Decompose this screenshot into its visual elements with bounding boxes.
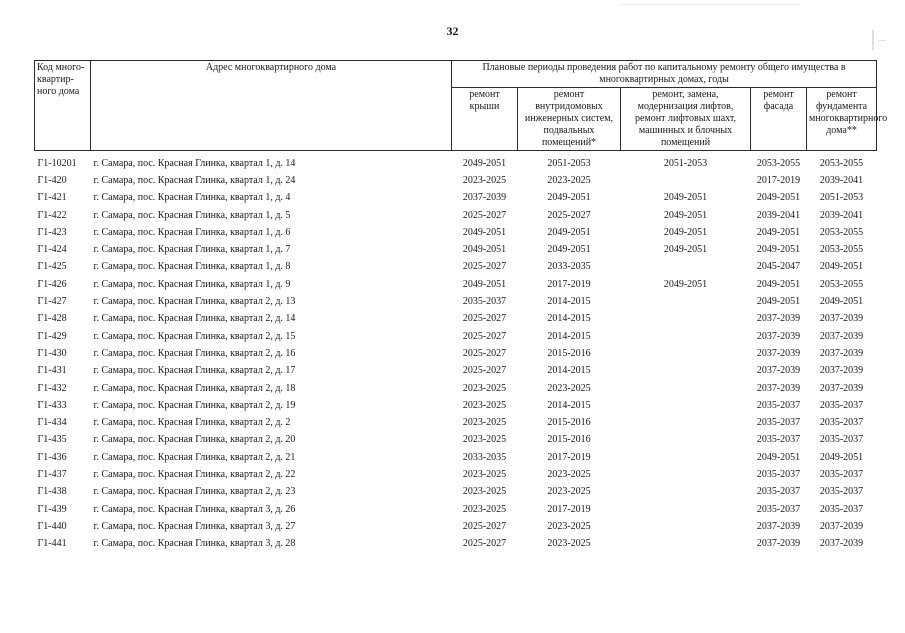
cell-elevator bbox=[621, 536, 751, 553]
cell-facade: 2049-2051 bbox=[756, 244, 801, 256]
cell-address: г. Самара, пос. Красная Глинка, квартал 2, д. 15 bbox=[93, 330, 296, 342]
cell-roof: 2025-2027 bbox=[462, 538, 507, 550]
cell-code: Г1-429 bbox=[37, 330, 67, 342]
header-code: Код много-квартир-ного дома bbox=[35, 61, 91, 151]
table-row bbox=[35, 363, 877, 380]
cell-code: Г1-436 bbox=[37, 451, 67, 463]
cell-facade: 2037-2039 bbox=[756, 382, 801, 394]
cell-elevator bbox=[621, 397, 751, 414]
cell-roof: 2025-2027 bbox=[462, 261, 507, 273]
cell-facade: 2053-2055 bbox=[756, 157, 801, 169]
cell-code: Г1-441 bbox=[37, 538, 67, 550]
cell-elevator bbox=[621, 484, 751, 501]
cell-address: г. Самара, пос. Красная Глинка, квартал 2, д. 17 bbox=[93, 365, 296, 377]
cell-internal-systems: 2017-2019 bbox=[547, 503, 591, 515]
table-row bbox=[35, 432, 877, 449]
table-row bbox=[35, 328, 877, 345]
table-row bbox=[35, 241, 877, 258]
cell-address: г. Самара, пос. Красная Глинка, квартал 2, д. 23 bbox=[93, 486, 296, 498]
cell-code: Г1-431 bbox=[37, 365, 67, 377]
cell-address: г. Самара, пос. Красная Глинка, квартал 3, д. 27 bbox=[93, 520, 296, 532]
cell-internal-systems: 2023-2025 bbox=[547, 174, 591, 186]
cell-address: г. Самара, пос. Красная Глинка, квартал 1, д. 4 bbox=[93, 192, 291, 204]
cell-code: Г1-422 bbox=[37, 209, 67, 221]
cell-elevator bbox=[621, 414, 751, 431]
cell-roof: 2025-2027 bbox=[462, 313, 507, 325]
cell-address: г. Самара, пос. Красная Глинка, квартал 1, д. 6 bbox=[93, 226, 291, 238]
cell-foundation: 2049-2051 bbox=[819, 451, 864, 463]
header-facade: ремонт фасада bbox=[751, 88, 807, 151]
cell-code: Г1-427 bbox=[37, 296, 67, 308]
cell-address: г. Самара, пос. Красная Глинка, квартал 2, д. 22 bbox=[93, 468, 296, 480]
header-internal-systems: ремонт внутридомовых инженерных систем, подвальных помещений* bbox=[518, 88, 621, 151]
cell-address: г. Самара, пос. Красная Глинка, квартал 2, д. 13 bbox=[93, 296, 296, 308]
scan-speck bbox=[878, 40, 886, 41]
capital-repair-table bbox=[34, 60, 888, 553]
table-row bbox=[35, 466, 877, 483]
cell-internal-systems: 2049-2051 bbox=[547, 226, 591, 238]
cell-roof: 2025-2027 bbox=[462, 520, 507, 532]
cell-code: Г1-425 bbox=[37, 261, 67, 273]
cell-foundation: 2037-2039 bbox=[819, 313, 864, 325]
table-row bbox=[35, 207, 877, 224]
page-number: 32 bbox=[446, 24, 459, 38]
cell-roof: 2023-2025 bbox=[462, 174, 507, 186]
cell-code: Г1-439 bbox=[37, 503, 67, 515]
cell-address: г. Самара, пос. Красная Глинка, квартал 1, д. 5 bbox=[93, 209, 291, 221]
cell-internal-systems: 2015-2016 bbox=[547, 434, 591, 446]
cell-facade: 2045-2047 bbox=[756, 261, 801, 273]
table-row bbox=[35, 293, 877, 310]
cell-elevator: 2051-2053 bbox=[663, 157, 708, 169]
cell-elevator bbox=[621, 311, 751, 328]
cell-facade: 2035-2037 bbox=[756, 399, 801, 411]
cell-facade: 2049-2051 bbox=[756, 278, 801, 290]
cell-internal-systems: 2023-2025 bbox=[547, 382, 591, 394]
cell-facade: 2049-2051 bbox=[756, 296, 801, 308]
cell-address: г. Самара, пос. Красная Глинка, квартал 2, д. 21 bbox=[93, 451, 296, 463]
table-row bbox=[35, 345, 877, 362]
cell-internal-systems: 2023-2025 bbox=[547, 520, 591, 532]
cell-facade: 2049-2051 bbox=[756, 192, 801, 204]
cell-foundation: 2049-2051 bbox=[819, 296, 864, 308]
cell-internal-systems: 2025-2027 bbox=[547, 209, 591, 221]
cell-address: г. Самара, пос. Красная Глинка, квартал 2, д. 14 bbox=[93, 313, 296, 325]
cell-internal-systems: 2033-2035 bbox=[547, 261, 591, 273]
cell-address: г. Самара, пос. Красная Глинка, квартал 1, д. 24 bbox=[93, 174, 296, 186]
cell-elevator bbox=[621, 328, 751, 345]
cell-internal-systems: 2015-2016 bbox=[547, 417, 591, 429]
cell-code: Г1-424 bbox=[37, 244, 67, 256]
cell-foundation: 2037-2039 bbox=[819, 330, 864, 342]
cell-facade: 2049-2051 bbox=[756, 226, 801, 238]
cell-elevator bbox=[621, 518, 751, 535]
cell-code: Г1-432 bbox=[37, 382, 67, 394]
table-row bbox=[35, 151, 877, 173]
cell-foundation: 2035-2037 bbox=[819, 417, 864, 429]
cell-foundation: 2039-2041 bbox=[819, 174, 864, 186]
cell-foundation: 2037-2039 bbox=[819, 382, 864, 394]
cell-elevator bbox=[621, 501, 751, 518]
cell-roof: 2025-2027 bbox=[462, 365, 507, 377]
cell-foundation: 2037-2039 bbox=[819, 365, 864, 377]
table-row bbox=[35, 484, 877, 501]
cell-elevator bbox=[621, 259, 751, 276]
cell-facade: 2017-2019 bbox=[756, 174, 801, 186]
cell-internal-systems: 2017-2019 bbox=[547, 278, 591, 290]
cell-facade: 2039-2041 bbox=[756, 209, 801, 221]
cell-foundation: 2049-2051 bbox=[819, 261, 864, 273]
table-row bbox=[35, 536, 877, 553]
cell-elevator bbox=[621, 293, 751, 310]
cell-facade: 2035-2037 bbox=[756, 486, 801, 498]
cell-foundation: 2053-2055 bbox=[819, 157, 864, 169]
cell-elevator: 2049-2051 bbox=[663, 244, 708, 256]
cell-internal-systems: 2023-2025 bbox=[547, 468, 591, 480]
header-elevator: ремонт, замена, модернизация лифтов, ремонт лифтовых шахт, машинных и блочных помещений bbox=[621, 88, 751, 151]
cell-address: г. Самара, пос. Красная Глинка, квартал 1, д. 14 bbox=[93, 157, 296, 169]
cell-internal-systems: 2023-2025 bbox=[547, 538, 591, 550]
cell-foundation: 2037-2039 bbox=[819, 520, 864, 532]
cell-address: г. Самара, пос. Красная Глинка, квартал 1, д. 7 bbox=[93, 244, 291, 256]
cell-code: Г1-438 bbox=[37, 486, 67, 498]
table-header bbox=[35, 61, 888, 151]
cell-roof: 2025-2027 bbox=[462, 209, 507, 221]
table-row bbox=[35, 276, 877, 293]
cell-internal-systems: 2014-2015 bbox=[547, 313, 591, 325]
cell-elevator bbox=[621, 363, 751, 380]
header-address: Адрес многоквартирного дома bbox=[91, 61, 452, 151]
cell-foundation: 2037-2039 bbox=[819, 347, 864, 359]
cell-facade: 2037-2039 bbox=[756, 347, 801, 359]
cell-facade: 2037-2039 bbox=[756, 313, 801, 325]
cell-roof: 2023-2025 bbox=[462, 399, 507, 411]
cell-elevator: 2049-2051 bbox=[663, 192, 708, 204]
table-row bbox=[35, 518, 877, 535]
cell-roof: 2025-2027 bbox=[462, 347, 507, 359]
cell-address: г. Самара, пос. Красная Глинка, квартал 2, д. 18 bbox=[93, 382, 296, 394]
table-row bbox=[35, 224, 877, 241]
cell-internal-systems: 2014-2015 bbox=[547, 330, 591, 342]
table-row bbox=[35, 501, 877, 518]
cell-code: Г1-423 bbox=[37, 226, 67, 238]
cell-roof: 2023-2025 bbox=[462, 503, 507, 515]
cell-internal-systems: 2017-2019 bbox=[547, 451, 591, 463]
cell-code: Г1-421 bbox=[37, 192, 67, 204]
cell-roof: 2049-2051 bbox=[462, 157, 507, 169]
cell-elevator bbox=[621, 345, 751, 362]
cell-internal-systems: 2051-2053 bbox=[547, 157, 591, 169]
cell-address: г. Самара, пос. Красная Глинка, квартал 2, д. 19 bbox=[93, 399, 296, 411]
cell-code: Г1-435 bbox=[37, 434, 67, 446]
cell-roof: 2037-2039 bbox=[462, 192, 507, 204]
table-row bbox=[35, 397, 877, 414]
cell-roof: 2023-2025 bbox=[462, 434, 507, 446]
cell-elevator: 2049-2051 bbox=[663, 278, 708, 290]
cell-internal-systems: 2014-2015 bbox=[547, 399, 591, 411]
cell-elevator bbox=[621, 466, 751, 483]
cell-foundation: 2053-2055 bbox=[819, 226, 864, 238]
cell-facade: 2037-2039 bbox=[756, 330, 801, 342]
cell-address: г. Самара, пос. Красная Глинка, квартал 2, д. 20 bbox=[93, 434, 296, 446]
cell-foundation: 2053-2055 bbox=[819, 244, 864, 256]
cell-code: Г1-428 bbox=[37, 313, 67, 325]
scan-speck bbox=[620, 4, 800, 5]
cell-code: Г1-440 bbox=[37, 520, 67, 532]
cell-internal-systems: 2014-2015 bbox=[547, 296, 591, 308]
cell-code: Г1-430 bbox=[37, 347, 67, 359]
cell-foundation: 2035-2037 bbox=[819, 503, 864, 515]
cell-internal-systems: 2049-2051 bbox=[547, 244, 591, 256]
header-periods: Плановые периоды проведения работ по капитальному ремонту общего имущества в многоквартирных домах, годы bbox=[452, 61, 877, 88]
cell-elevator bbox=[621, 432, 751, 449]
cell-internal-systems: 2049-2051 bbox=[547, 192, 591, 204]
cell-foundation: 2035-2037 bbox=[819, 486, 864, 498]
cell-address: г. Самара, пос. Красная Глинка, квартал 2, д. 16 bbox=[93, 347, 296, 359]
cell-internal-systems: 2014-2015 bbox=[547, 365, 591, 377]
cell-roof: 2023-2025 bbox=[462, 486, 507, 498]
table-row bbox=[35, 414, 877, 431]
cell-roof: 2023-2025 bbox=[462, 382, 507, 394]
scan-speck bbox=[872, 30, 874, 50]
cell-address: г. Самара, пос. Красная Глинка, квартал 3, д. 28 bbox=[93, 538, 296, 550]
cell-facade: 2049-2051 bbox=[756, 451, 801, 463]
cell-foundation: 2053-2055 bbox=[819, 278, 864, 290]
cell-address: г. Самара, пос. Красная Глинка, квартал 1, д. 9 bbox=[93, 278, 291, 290]
cell-code: Г1-434 bbox=[37, 417, 67, 429]
cell-roof: 2035-2037 bbox=[462, 296, 507, 308]
cell-elevator: 2049-2051 bbox=[663, 226, 708, 238]
cell-roof: 2025-2027 bbox=[462, 330, 507, 342]
cell-roof: 2023-2025 bbox=[462, 417, 507, 429]
cell-address: г. Самара, пос. Красная Глинка, квартал 2, д. 2 bbox=[93, 417, 291, 429]
cell-facade: 2037-2039 bbox=[756, 365, 801, 377]
table-row bbox=[35, 380, 877, 397]
cell-roof: 2049-2051 bbox=[462, 226, 507, 238]
cell-internal-systems: 2015-2016 bbox=[547, 347, 591, 359]
header-roof: ремонт крыши bbox=[452, 88, 518, 151]
cell-roof: 2023-2025 bbox=[462, 468, 507, 480]
cell-facade: 2035-2037 bbox=[756, 503, 801, 515]
table-row bbox=[35, 190, 877, 207]
cell-elevator bbox=[621, 172, 751, 189]
cell-roof: 2049-2051 bbox=[462, 244, 507, 256]
cell-elevator bbox=[621, 449, 751, 466]
cell-elevator bbox=[621, 380, 751, 397]
cell-code: Г1-426 bbox=[37, 278, 67, 290]
cell-elevator: 2049-2051 bbox=[663, 209, 708, 221]
cell-internal-systems: 2023-2025 bbox=[547, 486, 591, 498]
cell-foundation: 2039-2041 bbox=[819, 209, 864, 221]
table-row bbox=[35, 259, 877, 276]
table-row bbox=[35, 311, 877, 328]
table-row bbox=[35, 449, 877, 466]
cell-code: Г1-433 bbox=[37, 399, 67, 411]
cell-roof: 2049-2051 bbox=[462, 278, 507, 290]
cell-facade: 2035-2037 bbox=[756, 417, 801, 429]
cell-code: Г1-10201 bbox=[37, 157, 77, 169]
cell-foundation: 2035-2037 bbox=[819, 468, 864, 480]
cell-facade: 2037-2039 bbox=[756, 538, 801, 550]
cell-address: г. Самара, пос. Красная Глинка, квартал 1, д. 8 bbox=[93, 261, 291, 273]
cell-facade: 2037-2039 bbox=[756, 520, 801, 532]
cell-address: г. Самара, пос. Красная Глинка, квартал 3, д. 26 bbox=[93, 503, 296, 515]
cell-code: Г1-420 bbox=[37, 174, 67, 186]
header-foundation: ремонт фундамента многоквартирного дома** bbox=[807, 88, 877, 151]
cell-code: Г1-437 bbox=[37, 468, 67, 480]
cell-foundation: 2035-2037 bbox=[819, 399, 864, 411]
cell-foundation: 2037-2039 bbox=[819, 538, 864, 550]
table-body bbox=[35, 151, 877, 553]
cell-facade: 2035-2037 bbox=[756, 468, 801, 480]
cell-roof: 2033-2035 bbox=[462, 451, 507, 463]
cell-facade: 2035-2037 bbox=[756, 434, 801, 446]
cell-foundation: 2051-2053 bbox=[819, 192, 864, 204]
cell-foundation: 2035-2037 bbox=[819, 434, 864, 446]
table-row bbox=[35, 172, 877, 189]
